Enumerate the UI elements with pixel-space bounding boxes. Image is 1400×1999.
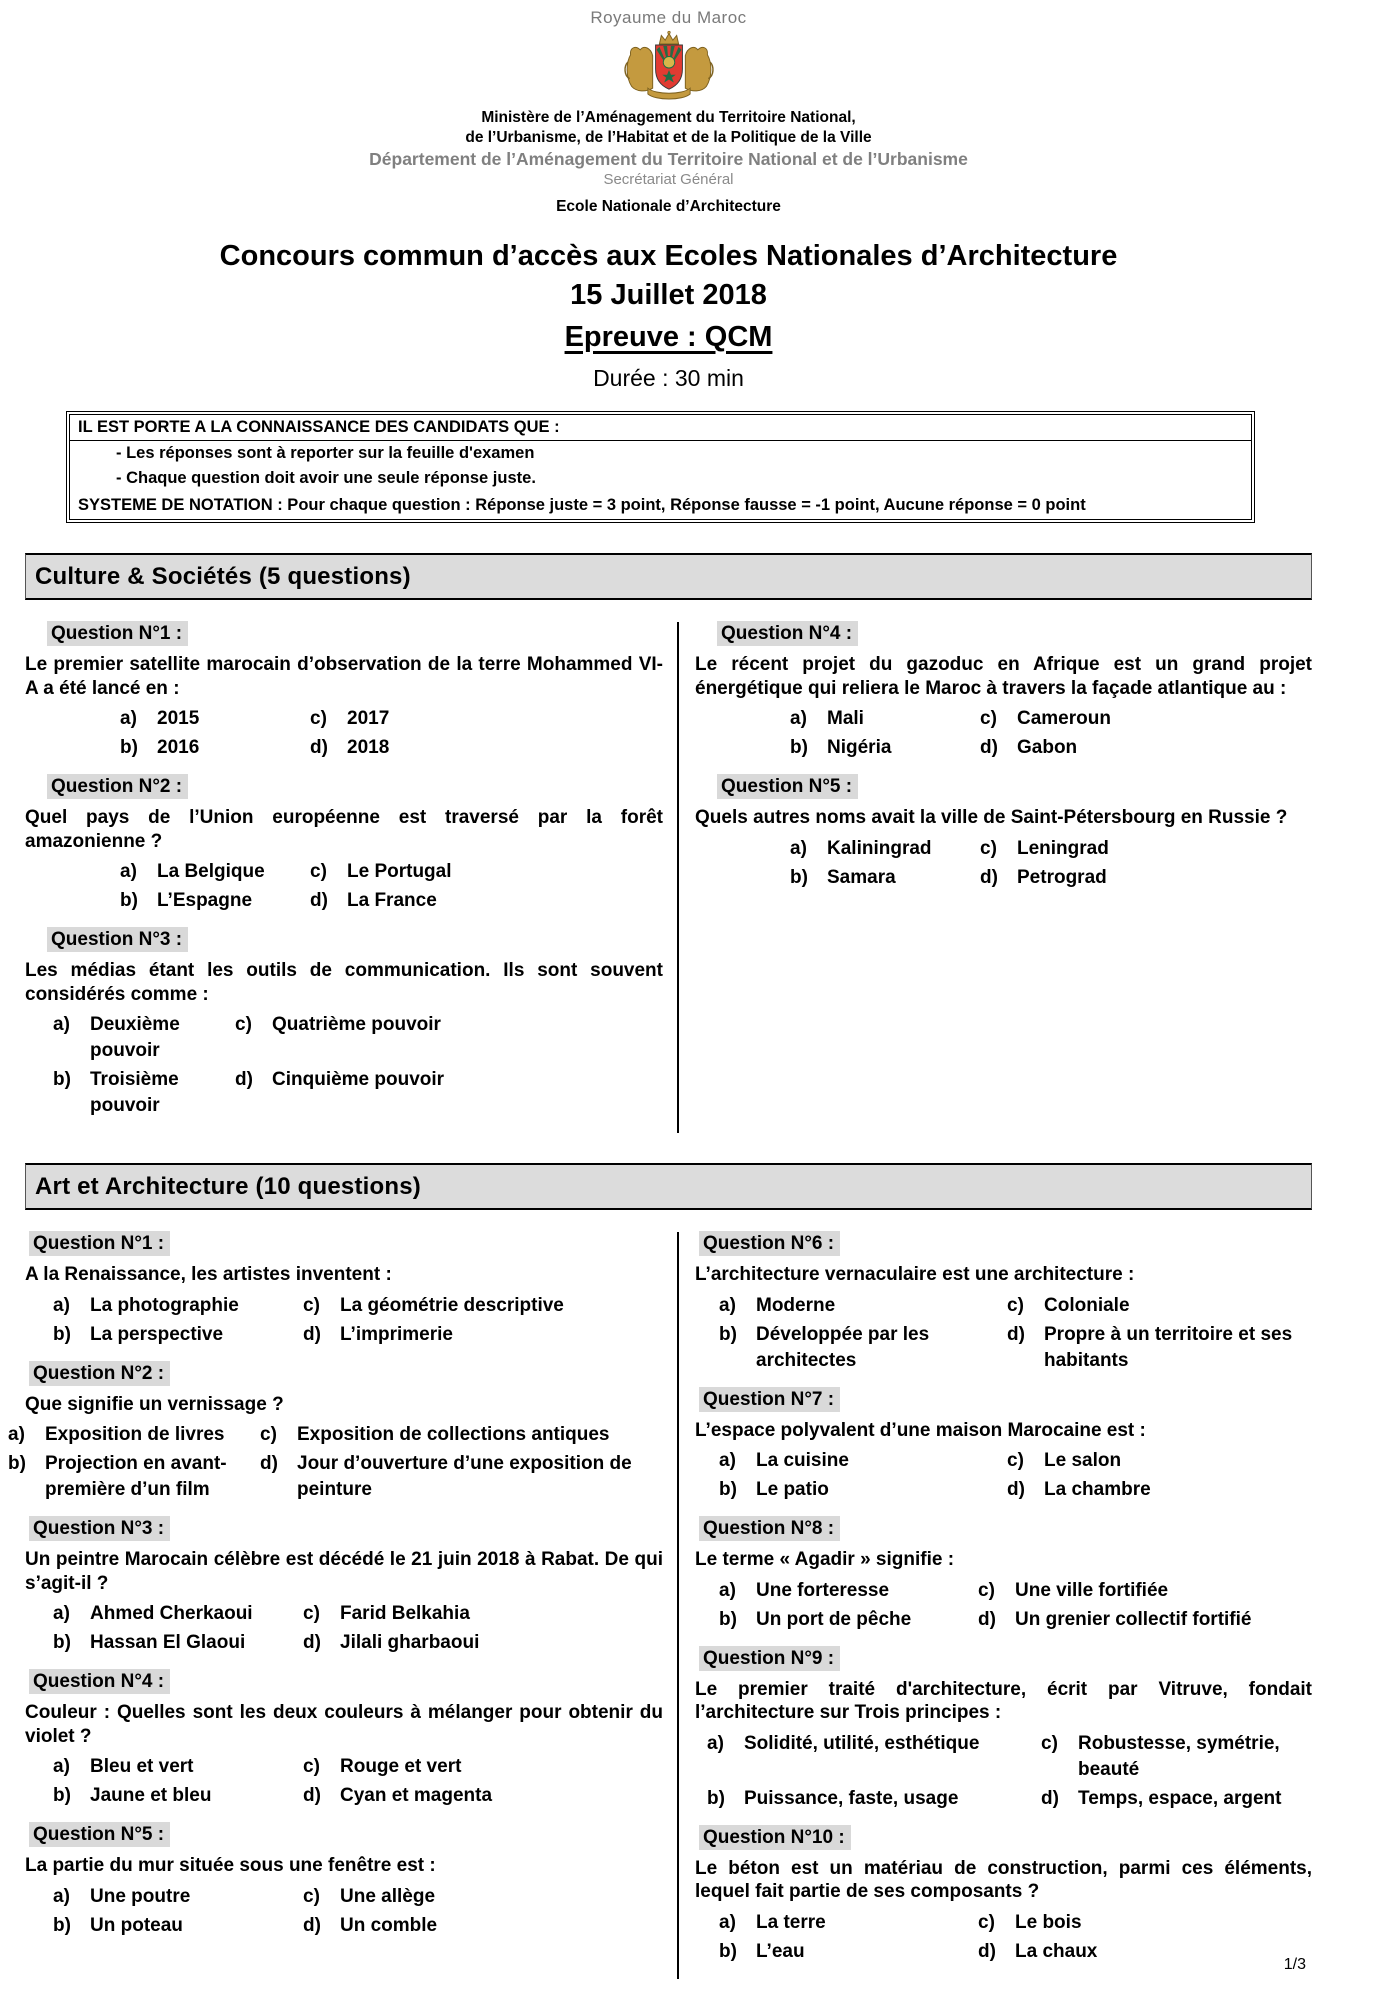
option-text: Deuxième pouvoir bbox=[90, 1014, 180, 1061]
question-label-row bbox=[695, 775, 1312, 800]
option-a bbox=[53, 1884, 303, 1910]
option-d bbox=[1007, 1322, 1312, 1374]
option-letter: d) bbox=[303, 1632, 321, 1653]
option-letter: c) bbox=[303, 1885, 320, 1907]
option-d bbox=[310, 888, 663, 914]
option-text: Jour d’ouverture d’une exposition de peinture bbox=[297, 1453, 632, 1500]
option-letter: a) bbox=[719, 1450, 736, 1471]
option-letter: c) bbox=[978, 1579, 995, 1601]
question-label-row bbox=[695, 622, 1312, 647]
question-options bbox=[53, 1884, 663, 1939]
option-text: La Belgique bbox=[157, 861, 265, 882]
questions-column-left bbox=[25, 622, 677, 1133]
option-text: Exposition de collections antiques bbox=[297, 1424, 610, 1445]
option-letter: c) bbox=[303, 1756, 320, 1777]
option-letter: b) bbox=[719, 1608, 737, 1630]
option-letter: a) bbox=[719, 1911, 736, 1933]
title-block bbox=[25, 237, 1312, 395]
question-options bbox=[707, 1731, 1312, 1812]
option-a bbox=[719, 1448, 1007, 1474]
option-b bbox=[120, 735, 310, 761]
question-label-row bbox=[25, 928, 663, 953]
option-letter: d) bbox=[1041, 1787, 1059, 1809]
option-c bbox=[310, 859, 663, 885]
option-text: Propre à un territoire et ses habitants bbox=[1044, 1323, 1293, 1371]
question-block bbox=[25, 1232, 663, 1348]
question-label-row bbox=[25, 1823, 663, 1848]
option-text: Un port de pêche bbox=[756, 1608, 912, 1630]
option-letter: b) bbox=[120, 737, 138, 758]
option-letter: c) bbox=[1007, 1450, 1024, 1471]
question-label-row bbox=[695, 1826, 1312, 1851]
option-text: La France bbox=[347, 890, 437, 911]
option-text: Puissance, faste, usage bbox=[744, 1787, 959, 1809]
option-c bbox=[980, 706, 1312, 732]
option-a bbox=[790, 836, 980, 862]
option-text: 2017 bbox=[347, 708, 390, 729]
notice-rule-2: - Chaque question doit avoir une seule réponse juste. bbox=[116, 469, 536, 487]
question-block bbox=[695, 622, 1312, 761]
option-text: La géométrie descriptive bbox=[340, 1294, 564, 1316]
option-text: Rouge et vert bbox=[340, 1756, 462, 1777]
page-number: 1/3 bbox=[1283, 1956, 1306, 1973]
question-label-row bbox=[25, 1670, 663, 1695]
option-b bbox=[53, 1630, 303, 1656]
option-letter: c) bbox=[1007, 1294, 1024, 1316]
option-text: Petrograd bbox=[1017, 866, 1107, 888]
question-options bbox=[719, 1448, 1312, 1503]
option-letter: b) bbox=[790, 737, 808, 758]
question-block bbox=[695, 775, 1312, 891]
question-label: Question N°2 : bbox=[29, 1361, 170, 1386]
option-text: Quatrième pouvoir bbox=[272, 1014, 441, 1035]
option-text: Samara bbox=[827, 866, 896, 888]
option-letter: a) bbox=[719, 1579, 736, 1601]
question-label-row bbox=[695, 1647, 1312, 1672]
option-text: Nigéria bbox=[827, 737, 892, 758]
option-letter: c) bbox=[978, 1911, 995, 1933]
option-text: Temps, espace, argent bbox=[1078, 1787, 1282, 1809]
questions-column-right bbox=[677, 622, 1312, 1133]
option-letter: a) bbox=[8, 1424, 25, 1445]
option-letter: c) bbox=[260, 1424, 277, 1445]
question-label-row bbox=[25, 1517, 663, 1542]
question-label-row bbox=[695, 1517, 1312, 1542]
option-letter: a) bbox=[53, 1294, 70, 1316]
option-a bbox=[719, 1578, 978, 1604]
option-b bbox=[707, 1786, 1041, 1812]
question-text: L’architecture vernaculaire est une architecture : bbox=[695, 1264, 1135, 1285]
question-text: Quels autres noms avait la ville de Saint-Pétersbourg en Russie ? bbox=[695, 807, 1288, 828]
notice-scoring: SYSTEME DE NOTATION : Pour chaque question : Réponse juste = 3 point, Réponse fausse = -1 point, Aucune réponse = 0 point bbox=[78, 496, 1086, 514]
option-letter: d) bbox=[1007, 1323, 1025, 1345]
question-label: Question N°1 : bbox=[47, 621, 188, 646]
option-text: Une ville fortifiée bbox=[1015, 1579, 1169, 1601]
question-options bbox=[120, 859, 663, 914]
option-text: Le bois bbox=[1015, 1911, 1082, 1933]
question-options bbox=[53, 1754, 663, 1809]
questions-grid bbox=[25, 622, 1312, 1133]
option-b bbox=[53, 1322, 303, 1348]
option-text: Kaliningrad bbox=[827, 837, 932, 859]
option-b bbox=[719, 1607, 978, 1633]
option-text: La terre bbox=[756, 1911, 826, 1933]
option-d bbox=[1007, 1477, 1312, 1503]
ministry-line1: Ministère de l’Aménagement du Territoire National, bbox=[481, 109, 856, 126]
option-b bbox=[790, 735, 980, 761]
section-title: Culture & Sociétés (5 questions) bbox=[35, 562, 411, 590]
option-a bbox=[53, 1293, 303, 1319]
option-letter: c) bbox=[310, 861, 327, 882]
question-label-row bbox=[695, 1388, 1312, 1413]
ministry-line2: de l’Urbanisme, de l’Habitat et de la Politique de la Ville bbox=[465, 129, 872, 146]
question-text: Le premier traité d'architecture, écrit par Vitruve, fondait l’architecture sur Trois principes : bbox=[695, 1678, 1312, 1723]
questions-grid bbox=[8, 1232, 1312, 1979]
option-letter: a) bbox=[707, 1732, 724, 1754]
option-a bbox=[53, 1754, 303, 1780]
option-c bbox=[303, 1884, 663, 1910]
option-d bbox=[260, 1451, 663, 1503]
option-letter: a) bbox=[790, 837, 807, 859]
option-letter: d) bbox=[303, 1785, 321, 1806]
option-letter: b) bbox=[53, 1632, 71, 1653]
notice-heading: IL EST PORTE A LA CONNAISSANCE DES CANDIDATS QUE : bbox=[78, 418, 560, 436]
option-letter: a) bbox=[120, 708, 137, 729]
question-block bbox=[25, 622, 663, 761]
option-c bbox=[978, 1910, 1312, 1936]
option-letter: c) bbox=[310, 708, 327, 729]
option-text: Un poteau bbox=[90, 1914, 183, 1936]
question-options bbox=[53, 1293, 663, 1348]
question-options bbox=[53, 1012, 663, 1119]
secretariat-line: Secrétariat Général bbox=[603, 171, 734, 188]
option-a bbox=[790, 706, 980, 732]
option-b bbox=[120, 888, 310, 914]
option-letter: a) bbox=[120, 861, 137, 882]
question-block bbox=[25, 1670, 663, 1809]
question-options bbox=[53, 1601, 663, 1656]
option-c bbox=[978, 1578, 1312, 1604]
question-label: Question N°3 : bbox=[29, 1516, 170, 1541]
question-options bbox=[790, 706, 1312, 761]
option-text: Une forteresse bbox=[756, 1579, 890, 1601]
option-b bbox=[53, 1067, 235, 1119]
option-letter: d) bbox=[303, 1914, 321, 1936]
option-letter: d) bbox=[235, 1069, 253, 1090]
exam-duration: Durée : 30 min bbox=[593, 365, 744, 391]
option-letter: d) bbox=[978, 1940, 996, 1962]
option-text: La cuisine bbox=[756, 1450, 849, 1471]
option-text: Cameroun bbox=[1017, 708, 1111, 729]
option-letter: c) bbox=[980, 837, 997, 859]
option-a bbox=[8, 1422, 260, 1448]
option-letter: c) bbox=[303, 1294, 320, 1316]
option-letter: d) bbox=[303, 1323, 321, 1345]
question-text: Un peintre Marocain célèbre est décédé le 21 juin 2018 à Rabat. De qui s’agit-il ? bbox=[25, 1549, 663, 1594]
option-text: Le salon bbox=[1044, 1450, 1122, 1471]
option-letter: d) bbox=[310, 890, 328, 911]
option-text: Cinquième pouvoir bbox=[272, 1069, 445, 1090]
exam-type: Epreuve : QCM bbox=[564, 321, 773, 353]
option-text: Mali bbox=[827, 708, 864, 729]
question-block bbox=[695, 1826, 1312, 1965]
option-c bbox=[260, 1422, 663, 1448]
option-c bbox=[235, 1012, 663, 1064]
option-b bbox=[790, 865, 980, 891]
option-letter: a) bbox=[53, 1885, 70, 1907]
question-text: Le récent projet du gazoduc en Afrique est un grand projet énergétique qui reliera le Maroc à travers la façade atlantique au : bbox=[695, 654, 1312, 699]
option-b bbox=[719, 1477, 1007, 1503]
question-options bbox=[790, 836, 1312, 891]
option-c bbox=[303, 1601, 663, 1627]
option-b bbox=[719, 1322, 1007, 1374]
option-a bbox=[707, 1731, 1041, 1783]
question-text: Les médias étant les outils de communication. Ils sont souvent considérés comme : bbox=[25, 960, 663, 1005]
option-letter: b) bbox=[8, 1453, 26, 1474]
option-text: Jaune et bleu bbox=[90, 1785, 212, 1806]
question-label: Question N°6 : bbox=[699, 1231, 840, 1256]
question-label: Question N°7 : bbox=[699, 1387, 840, 1412]
section-art-architecture bbox=[8, 1163, 1312, 1979]
questions-column-left bbox=[8, 1232, 677, 1979]
option-a bbox=[120, 859, 310, 885]
section-title: Art et Architecture (10 questions) bbox=[35, 1172, 421, 1200]
question-label-row bbox=[25, 775, 663, 800]
option-text: Bleu et vert bbox=[90, 1756, 194, 1777]
option-text: La chaux bbox=[1015, 1940, 1098, 1962]
option-b bbox=[53, 1913, 303, 1939]
question-text: Quel pays de l’Union européenne est traversé par la forêt amazonienne ? bbox=[25, 807, 663, 852]
option-text: Gabon bbox=[1017, 737, 1078, 758]
question-options bbox=[120, 706, 663, 761]
option-d bbox=[978, 1939, 1312, 1965]
option-letter: c) bbox=[235, 1014, 252, 1035]
option-text: 2015 bbox=[157, 708, 200, 729]
question-block bbox=[25, 775, 663, 914]
option-letter: d) bbox=[980, 866, 998, 888]
question-label: Question N°5 : bbox=[29, 1822, 170, 1847]
option-d bbox=[980, 865, 1312, 891]
question-options bbox=[719, 1910, 1312, 1965]
option-text: Projection en avant-première d’un film bbox=[45, 1453, 227, 1500]
option-letter: c) bbox=[303, 1603, 320, 1624]
option-letter: d) bbox=[310, 737, 328, 758]
option-letter: d) bbox=[260, 1453, 278, 1474]
option-a bbox=[53, 1012, 235, 1064]
option-a bbox=[719, 1293, 1007, 1319]
question-label: Question N°9 : bbox=[699, 1646, 840, 1671]
option-letter: c) bbox=[980, 708, 997, 729]
notice-rule-1: - Les réponses sont à reporter sur la feuille d'examen bbox=[70, 440, 1251, 466]
option-c bbox=[1007, 1448, 1312, 1474]
option-text: La perspective bbox=[90, 1323, 224, 1345]
option-d bbox=[235, 1067, 663, 1119]
option-d bbox=[978, 1607, 1312, 1633]
option-text: Le Portugal bbox=[347, 861, 452, 882]
option-letter: d) bbox=[1007, 1479, 1025, 1500]
question-label-row bbox=[695, 1232, 1312, 1257]
option-a bbox=[719, 1910, 978, 1936]
option-letter: a) bbox=[719, 1294, 736, 1316]
question-label: Question N°4 : bbox=[717, 621, 858, 646]
option-letter: a) bbox=[53, 1603, 70, 1624]
question-block bbox=[695, 1232, 1312, 1374]
kingdom-title: Royaume du Maroc bbox=[590, 8, 747, 27]
option-d bbox=[303, 1322, 663, 1348]
exam-date: 15 Juillet 2018 bbox=[570, 279, 767, 311]
option-text: Exposition de livres bbox=[45, 1424, 225, 1445]
question-text: Couleur : Quelles sont les deux couleurs à mélanger pour obtenir du violet ? bbox=[25, 1702, 663, 1747]
question-block bbox=[25, 928, 663, 1119]
question-label: Question N°4 : bbox=[29, 1669, 170, 1694]
question-label-row bbox=[25, 1362, 663, 1387]
question-options bbox=[719, 1293, 1312, 1374]
option-text: Troisième pouvoir bbox=[90, 1069, 179, 1116]
question-label-row bbox=[25, 1232, 663, 1257]
option-text: Le patio bbox=[756, 1479, 829, 1500]
document-header bbox=[25, 0, 1312, 217]
option-letter: b) bbox=[120, 890, 138, 911]
option-text: Hassan El Glaoui bbox=[90, 1632, 246, 1653]
option-b bbox=[719, 1939, 978, 1965]
question-text: A la Renaissance, les artistes inventent : bbox=[25, 1264, 392, 1285]
question-block bbox=[8, 1362, 663, 1504]
option-d bbox=[303, 1783, 663, 1809]
option-letter: b) bbox=[53, 1785, 71, 1806]
question-block bbox=[695, 1647, 1312, 1812]
option-letter: d) bbox=[978, 1608, 996, 1630]
notice-box bbox=[66, 411, 1255, 523]
option-a bbox=[120, 706, 310, 732]
option-text: Robustesse, symétrie, beauté bbox=[1078, 1732, 1280, 1780]
section-culture bbox=[25, 553, 1312, 1133]
option-text: L’Espagne bbox=[157, 890, 253, 911]
option-text: L’imprimerie bbox=[340, 1323, 453, 1345]
option-text: Jilali gharbaoui bbox=[340, 1632, 480, 1653]
section-header-bar bbox=[25, 1163, 1312, 1210]
question-text: Le terme « Agadir » signifie : bbox=[695, 1549, 955, 1570]
option-text: Cyan et magenta bbox=[340, 1785, 493, 1806]
question-options bbox=[8, 1422, 663, 1503]
exam-title: Concours commun d’accès aux Ecoles Nationales d’Architecture bbox=[219, 240, 1118, 272]
question-options bbox=[719, 1578, 1312, 1633]
option-text: Un comble bbox=[340, 1914, 438, 1936]
option-text: L’eau bbox=[756, 1940, 805, 1962]
option-text: Coloniale bbox=[1044, 1294, 1130, 1316]
option-letter: b) bbox=[53, 1323, 71, 1345]
morocco-coat-of-arms-icon bbox=[621, 30, 717, 108]
option-c bbox=[980, 836, 1312, 862]
question-label: Question N°1 : bbox=[29, 1231, 170, 1256]
option-c bbox=[303, 1754, 663, 1780]
option-c bbox=[1007, 1293, 1312, 1319]
option-letter: b) bbox=[719, 1479, 737, 1500]
question-label: Question N°10 : bbox=[699, 1825, 851, 1850]
option-text: Une poutre bbox=[90, 1885, 191, 1907]
option-letter: d) bbox=[980, 737, 998, 758]
option-text: Une allège bbox=[340, 1885, 436, 1907]
option-text: Développée par les architectes bbox=[756, 1323, 930, 1371]
question-text: L’espace polyvalent d’une maison Marocaine est : bbox=[695, 1419, 1146, 1441]
option-text: La chambre bbox=[1044, 1479, 1151, 1500]
option-letter: a) bbox=[790, 708, 807, 729]
option-letter: b) bbox=[53, 1914, 71, 1936]
option-d bbox=[1041, 1786, 1312, 1812]
option-letter: b) bbox=[719, 1323, 737, 1345]
option-d bbox=[303, 1913, 663, 1939]
option-text: Un grenier collectif fortifié bbox=[1015, 1608, 1252, 1630]
option-text: Farid Belkahia bbox=[340, 1603, 470, 1624]
option-letter: a) bbox=[53, 1756, 70, 1777]
questions-column-right bbox=[677, 1232, 1312, 1979]
option-letter: b) bbox=[790, 866, 808, 888]
option-text: La photographie bbox=[90, 1294, 239, 1316]
question-text: Que signifie un vernissage ? bbox=[25, 1393, 284, 1415]
question-label: Question N°5 : bbox=[717, 774, 858, 799]
option-b bbox=[53, 1783, 303, 1809]
option-letter: b) bbox=[53, 1069, 71, 1090]
option-text: 2018 bbox=[347, 737, 390, 758]
option-c bbox=[310, 706, 663, 732]
option-letter: b) bbox=[719, 1940, 737, 1962]
option-letter: b) bbox=[707, 1787, 725, 1809]
question-block bbox=[695, 1517, 1312, 1633]
question-label: Question N°8 : bbox=[699, 1516, 840, 1541]
question-block bbox=[695, 1388, 1312, 1504]
option-d bbox=[303, 1630, 663, 1656]
option-letter: a) bbox=[53, 1014, 70, 1035]
question-text: Le béton est un matériau de construction, parmi ces éléments, lequel fait partie de ses composants ? bbox=[695, 1857, 1312, 1902]
option-text: Leningrad bbox=[1017, 837, 1109, 859]
department-line: Département de l’Aménagement du Territoire National et de l’Urbanisme bbox=[369, 149, 968, 169]
school-name: Ecole Nationale d’Architecture bbox=[556, 198, 781, 215]
option-c bbox=[1041, 1731, 1312, 1783]
question-block bbox=[25, 1517, 663, 1656]
option-c bbox=[303, 1293, 663, 1319]
option-a bbox=[53, 1601, 303, 1627]
question-label: Question N°3 : bbox=[47, 927, 188, 952]
question-block bbox=[25, 1823, 663, 1939]
question-label-row bbox=[25, 622, 663, 647]
question-text: La partie du mur située sous une fenêtre est : bbox=[25, 1855, 436, 1876]
option-text: Solidité, utilité, esthétique bbox=[744, 1732, 980, 1754]
option-text: Ahmed Cherkaoui bbox=[90, 1603, 253, 1624]
option-d bbox=[980, 735, 1312, 761]
section-header-bar bbox=[25, 553, 1312, 600]
question-label: Question N°2 : bbox=[47, 774, 188, 799]
option-text: Moderne bbox=[756, 1294, 836, 1316]
option-b bbox=[8, 1451, 260, 1503]
option-text: 2016 bbox=[157, 737, 200, 758]
question-text: Le premier satellite marocain d’observation de la terre Mohammed VI-A a été lancé en : bbox=[25, 654, 663, 699]
option-d bbox=[310, 735, 663, 761]
option-letter: c) bbox=[1041, 1732, 1058, 1754]
